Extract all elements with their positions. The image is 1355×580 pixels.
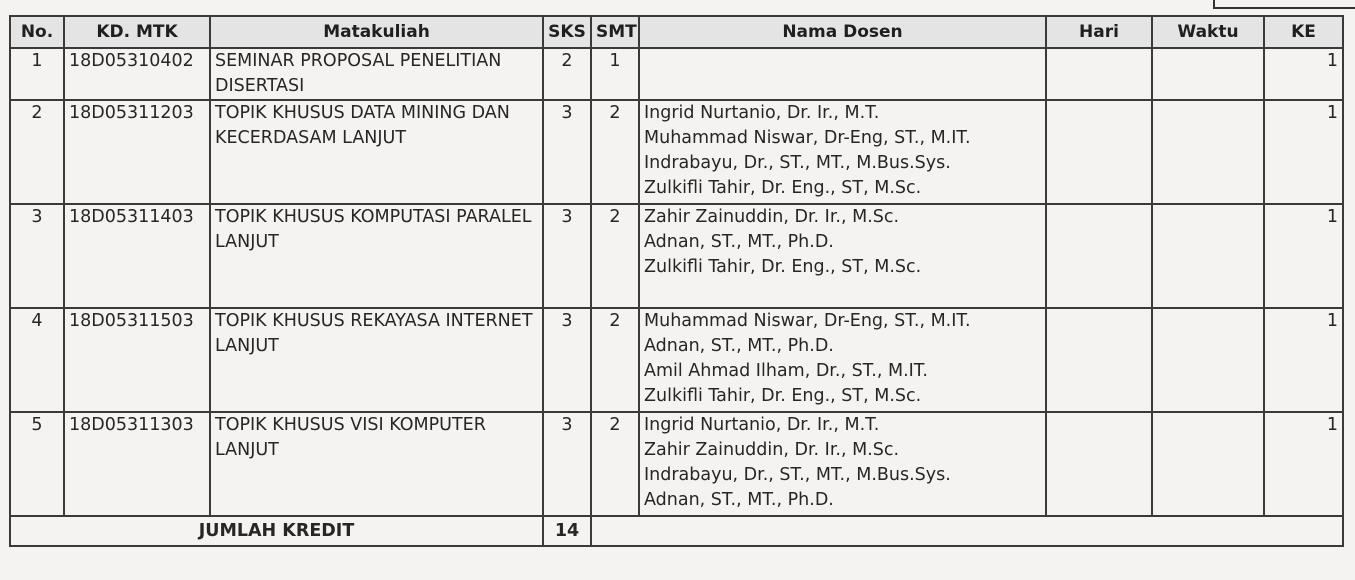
cell-waktu [1152, 100, 1264, 204]
header-no: No. [10, 16, 64, 48]
cell-nama-dosen [639, 308, 1046, 412]
cell-no: 3 [10, 204, 64, 308]
lecturer-name: Zulkifli Tahir, Dr. Eng., ST, M.Sc. [644, 386, 922, 406]
table-row [10, 48, 1343, 100]
lecturer-name: Adnan, ST., MT., Ph.D. [644, 336, 834, 356]
lecturer-name: Zulkifli Tahir, Dr. Eng., ST, M.Sc. [644, 257, 922, 277]
header-sks: SKS [543, 16, 591, 48]
cell-nama-dosen [639, 48, 1046, 100]
corner-box [1213, 0, 1355, 9]
total-empty [591, 516, 1343, 546]
cell-no: 1 [10, 48, 64, 100]
cell-no: 5 [10, 412, 64, 516]
cell-sks: 3 [543, 204, 591, 308]
cell-sks: 3 [543, 308, 591, 412]
cell-no: 2 [10, 100, 64, 204]
cell-kode: 18D05311503 [64, 308, 210, 412]
header-kd-mtk: KD. MTK [64, 16, 210, 48]
cell-smt: 2 [591, 412, 639, 516]
lecturer-name: Muhammad Niswar, Dr-Eng, ST., M.IT. [644, 311, 971, 331]
cell-sks: 2 [543, 48, 591, 100]
lecturer-name: Ingrid Nurtanio, Dr. Ir., M.T. [644, 415, 880, 435]
cell-hari [1046, 48, 1152, 100]
total-value: 14 [543, 516, 591, 546]
table-row [10, 412, 1343, 516]
course-schedule-table [9, 15, 1344, 547]
cell-matakuliah [210, 100, 543, 204]
lecturer-name: Muhammad Niswar, Dr-Eng, ST., M.IT. [644, 128, 971, 148]
cell-sks: 3 [543, 412, 591, 516]
cell-waktu [1152, 204, 1264, 308]
cell-sks: 3 [543, 100, 591, 204]
course-name: TOPIK KHUSUS VISI KOMPUTER LANJUT [215, 415, 486, 460]
cell-matakuliah [210, 308, 543, 412]
course-name: TOPIK KHUSUS KOMPUTASI PARALEL LANJUT [215, 207, 532, 252]
table-row [10, 204, 1343, 308]
cell-ke: 1 [1264, 412, 1343, 516]
header-nama-dosen: Nama Dosen [639, 16, 1046, 48]
course-name: SEMINAR PROPOSAL PENELITIAN DISERTASI [215, 51, 502, 96]
cell-matakuliah [210, 204, 543, 308]
lecturer-name: Adnan, ST., MT., Ph.D. [644, 490, 834, 510]
cell-hari [1046, 412, 1152, 516]
cell-waktu [1152, 48, 1264, 100]
header-waktu: Waktu [1152, 16, 1264, 48]
lecturer-name: Zulkifli Tahir, Dr. Eng., ST, M.Sc. [644, 178, 922, 198]
cell-smt: 2 [591, 100, 639, 204]
cell-waktu [1152, 412, 1264, 516]
course-name: TOPIK KHUSUS DATA MINING DAN KECERDASAM LANJUT [215, 103, 510, 148]
cell-nama-dosen [639, 412, 1046, 516]
cell-kode: 18D05311203 [64, 100, 210, 204]
header-hari: Hari [1046, 16, 1152, 48]
cell-kode: 18D05311303 [64, 412, 210, 516]
cell-ke: 1 [1264, 204, 1343, 308]
header-row [10, 16, 1343, 48]
cell-ke: 1 [1264, 100, 1343, 204]
cell-hari [1046, 100, 1152, 204]
header-ke: KE [1264, 16, 1343, 48]
table-row [10, 100, 1343, 204]
lecturer-name: Adnan, ST., MT., Ph.D. [644, 232, 834, 252]
cell-matakuliah [210, 48, 543, 100]
cell-waktu [1152, 308, 1264, 412]
cell-nama-dosen [639, 100, 1046, 204]
cell-matakuliah [210, 412, 543, 516]
cell-hari [1046, 308, 1152, 412]
cell-smt: 1 [591, 48, 639, 100]
total-label: JUMLAH KREDIT [10, 516, 543, 546]
cell-smt: 2 [591, 204, 639, 308]
total-row [10, 516, 1343, 546]
cell-no: 4 [10, 308, 64, 412]
cell-ke: 1 [1264, 48, 1343, 100]
cell-nama-dosen [639, 204, 1046, 308]
header-smt: SMT [591, 16, 639, 48]
header-matakuliah: Matakuliah [210, 16, 543, 48]
table-row [10, 308, 1343, 412]
cell-kode: 18D05310402 [64, 48, 210, 100]
cell-kode: 18D05311403 [64, 204, 210, 308]
cell-hari [1046, 204, 1152, 308]
lecturer-name: Indrabayu, Dr., ST., MT., M.Bus.Sys. [644, 465, 951, 485]
lecturer-name: Zahir Zainuddin, Dr. Ir., M.Sc. [644, 440, 900, 460]
lecturer-name: Zahir Zainuddin, Dr. Ir., M.Sc. [644, 207, 900, 227]
cell-smt: 2 [591, 308, 639, 412]
lecturer-name: Indrabayu, Dr., ST., MT., M.Bus.Sys. [644, 153, 951, 173]
course-name: TOPIK KHUSUS REKAYASA INTERNET LANJUT [215, 311, 533, 356]
lecturer-name: Ingrid Nurtanio, Dr. Ir., M.T. [644, 103, 880, 123]
cell-ke: 1 [1264, 308, 1343, 412]
lecturer-name: Amil Ahmad Ilham, Dr., ST., M.IT. [644, 361, 928, 381]
